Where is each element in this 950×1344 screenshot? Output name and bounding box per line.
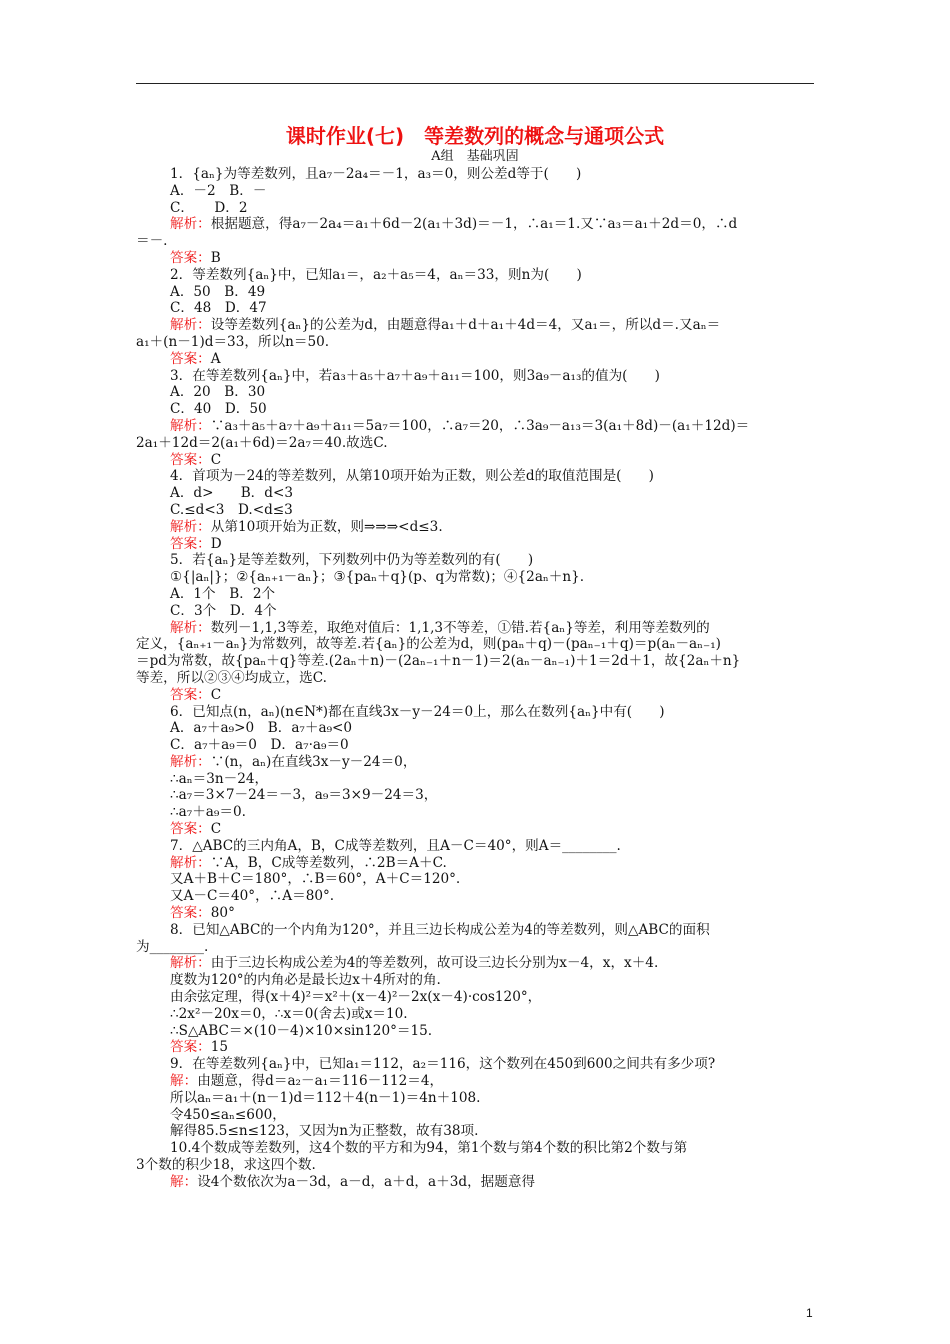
answer-label: 答案： [170,249,211,266]
line-text: A [210,350,221,367]
answer-label: 解析： [170,955,211,972]
text-line [136,804,814,821]
line-text: ∴a₇＝3×7－24＝－3，a₉＝3×9－24＝3， [170,787,438,804]
line-text: ∴S△ABC＝×(10－4)×10×sin120°＝15. [170,1022,433,1039]
text-line [136,720,814,737]
text-line [136,384,814,401]
text-line [136,284,814,301]
text-line [136,552,814,569]
text-line [136,771,814,788]
text-line [136,922,814,939]
line-text: ∴a₇＋a₉＝0. [170,804,246,821]
text-line [136,334,814,351]
line-text: 10.4个数成等差数列，这4个数的平方和为94，第1个数与第4个数的积比第2个数与第 [170,1140,688,1157]
line-text: C.≤d<3 D.<d≤3 [170,501,293,518]
line-text: 令450≤aₙ≤600， [170,1106,286,1123]
line-text: C [210,451,222,468]
line-text: 由余弦定理，得(x＋4)²＝x²＋(x－4)²－2x(x－4)·cos120°， [170,989,542,1006]
line-text: 3个数的积少18，求这四个数. [136,1157,316,1174]
text-line [136,468,814,485]
line-text: 等差，所以②③④均成立，选C. [136,669,327,686]
line-text: 又A－C＝40°，∴A＝80°. [170,888,335,905]
line-text: ∵A，B，C成等差数列，∴2B＝A＋C. [210,854,447,871]
text-line [136,452,814,469]
text-line [136,200,814,217]
answer-label: 解析： [170,854,211,871]
text-line [136,955,814,972]
line-text: 设等差数列{aₙ}的公差为d，由题意得a₁＋d＋a₁＋4d＝4，又a₁＝，所以d＝.又aₙ＝ [210,317,721,334]
text-line [136,989,814,1006]
line-text: ＝－. [136,233,168,250]
text-line [136,233,814,250]
line-text: ＝pd为常数，故{paₙ＋q}等差.(2aₙ＋n)－(2aₙ₋₁＋n－1)＝2(aₙ－aₙ₋₁)＋1＝2d＋1，故{2aₙ＋n} [136,653,741,670]
section-heading: A组 基础巩固 [431,149,519,164]
text-line [136,418,814,435]
line-text: 又A＋B＋C＝180°，∴B＝60°，A＋C＝120°. [170,871,461,888]
text-line [136,216,814,233]
text-line [136,1123,814,1140]
text-line [136,704,814,721]
line-text: 8．已知△ABC的一个内角为120°，并且三边长构成公差为4的等差数列，则△ABC的面积 [170,921,710,938]
text-line [136,368,814,385]
text-line [136,821,814,838]
answer-label: 解析： [170,518,211,535]
text-line [136,838,814,855]
text-line [136,586,814,603]
line-text: a₁＋(n－1)d＝33，所以n＝50. [136,333,330,350]
text-line [136,972,814,989]
line-text: 所以aₙ＝a₁＋(n－1)d＝112＋4(n－1)＝4n＋108. [170,1089,481,1106]
line-text: 2．等差数列{aₙ}中，已知a₁＝，a₂＋a₅＝4，aₙ＝33，则n为( ) [170,266,582,283]
text-line [136,502,814,519]
text-line [136,519,814,536]
document-body [136,166,814,1191]
line-text: ∵a₃＋a₅＋a₇＋a₉＋a₁₁＝5a₇＝100，∴a₇＝20，∴3a₉－a₁₃＝3(a₁＋8d)－(a₁＋12d)＝ [210,417,750,434]
line-text: 6．已知点(n，aₙ)(n∈N*)都在直线3x－y－24＝0上，那么在数列{aₙ}中有( ) [170,703,665,720]
text-line [136,435,814,452]
text-line [136,267,814,284]
line-text: ∴aₙ＝3n－24， [170,770,269,787]
text-line [136,787,814,804]
line-text: C [210,821,222,838]
text-line [136,1056,814,1073]
answer-label: 解： [170,1173,198,1190]
answer-label: 解析： [170,753,211,770]
line-text: 3．在等差数列{aₙ}中，若a₃＋a₅＋a₇＋a₉＋a₁₁＝100，则3a₉－a₁₃的值为( ) [170,367,660,384]
answer-label: 答案： [170,821,211,838]
answer-label: 答案： [170,451,211,468]
text-line [136,401,814,418]
line-text: 4．首项为－24的等差数列，从第10项开始为正数，则公差d的取值范围是( ) [170,468,654,485]
line-text: 度数为120°的内角必是最长边x＋4所对的角. [170,972,441,989]
text-line [136,905,814,922]
answer-label: 解析： [170,417,211,434]
line-text: 数列－1,1,3等差，取绝对值后：1,1,3不等差，①错.若{aₙ}等差，利用等差数列的 [210,619,710,636]
text-line [136,569,814,586]
text-line [136,603,814,620]
text-line [136,351,814,368]
line-text: A．a₇＋a₉>0 B．a₇＋a₉<0 [170,720,353,737]
line-text: 设4个数依次为a－3d，a－d，a＋d，a＋3d，据题意得 [197,1173,536,1190]
text-line [136,317,814,334]
text-line [136,653,814,670]
line-text: 根据题意，得a₇－2a₄＝a₁＋6d－2(a₁＋3d)＝－1，∴a₁＝1.又∵a₃＝a₁＋2d＝0，∴d [210,216,738,233]
line-text: ∵(n，aₙ)在直线3x－y－24＝0， [210,753,417,770]
answer-label: 答案： [170,535,211,552]
text-line [136,1174,814,1191]
text-line [136,636,814,653]
text-line [136,183,814,200]
answer-label: 答案： [170,1039,211,1056]
line-text: C．a₇＋a₉＝0 D．a₇·a₉＝0 [170,737,349,754]
line-text: B [210,249,221,266]
answer-label: 答案： [170,686,211,703]
line-text: A．－2 B．－ [170,182,267,199]
text-line [136,250,814,267]
answer-label: 解： [170,1073,198,1090]
line-text: ①{|aₙ|}；②{aₙ₊₁－aₙ}；③{paₙ＋q}(p、q为常数)；④{2aₙ＋n}. [170,569,585,586]
text-line [136,670,814,687]
line-text: 从第10项开始为正数，则⇒⇒⇒<d≤3. [210,518,443,535]
page-number: 1 [806,1306,813,1320]
line-text: D [210,535,222,552]
line-text: 7．△ABC的三内角A，B，C成等差数列，且A－C＝40°，则A＝________. [170,837,621,854]
line-text: C．3个 D．4个 [170,602,277,619]
text-line [136,166,814,183]
answer-label: 解析： [170,317,211,334]
text-line [136,1140,814,1157]
line-text: 80° [210,905,235,922]
line-text: 5．若{aₙ}是等差数列，下列数列中仍为等差数列的有( ) [170,552,534,569]
line-text: ∴2x²－20x＝0，∴x＝0(舍去)或x＝10. [170,1005,408,1022]
text-line [136,300,814,317]
text-line [136,1073,814,1090]
text-line [136,737,814,754]
text-line [136,1039,814,1056]
line-text: C．48 D．47 [170,300,267,317]
text-line [136,888,814,905]
text-line [136,1090,814,1107]
text-line [136,536,814,553]
line-text: A．50 B．49 [170,283,266,300]
answer-label: 解析： [170,619,211,636]
line-text: C [210,686,222,703]
text-line [136,620,814,637]
answer-label: 解析： [170,216,211,233]
text-line [136,1157,814,1174]
line-text: 1．{aₙ}为等差数列，且a₇－2a₄＝－1，a₃＝0，则公差d等于( ) [170,166,582,182]
line-text: 9．在等差数列{aₙ}中，已知a₁＝112，a₂＝116，这个数列在450到600之间共有多少项? [170,1056,716,1073]
answer-label: 答案： [170,905,211,922]
line-text: 2a₁＋12d＝2(a₁＋6d)＝2a₇＝40.故选C. [136,434,388,451]
text-line [136,871,814,888]
line-text: A．1个 B．2个 [170,585,276,602]
text-line [136,1023,814,1040]
line-text: A．d> B．d<3 [170,485,294,502]
line-text: 由于三边长构成公差为4的等差数列，故可设三边长分别为x－4，x，x＋4. [210,955,659,972]
line-text: C． D．2 [170,199,248,216]
text-line [136,1107,814,1124]
line-text: 由题意，得d＝a₂－a₁＝116－112＝4， [197,1073,444,1090]
answer-label: 答案： [170,350,211,367]
line-text: 15 [210,1039,229,1056]
document-title: 课时作业(七) 等差数列的概念与通项公式 [285,124,665,148]
line-text: C．40 D．50 [170,401,267,418]
text-line [136,687,814,704]
header-rule [136,83,814,84]
line-text: 为________. [136,938,209,955]
text-line [136,1006,814,1023]
text-line [136,485,814,502]
text-line [136,939,814,956]
text-line [136,754,814,771]
line-text: 解得85.5≤n≤123，又因为n为正整数，故有38项. [170,1123,479,1140]
line-text: 定义，{aₙ₊₁－aₙ}为常数列，故等差.若{aₙ}的公差为d，则(paₙ＋q)－(paₙ₋₁＋q)＝p(aₙ－aₙ₋₁) [136,636,721,653]
text-line [136,855,814,872]
line-text: A．20 B．30 [170,384,266,401]
